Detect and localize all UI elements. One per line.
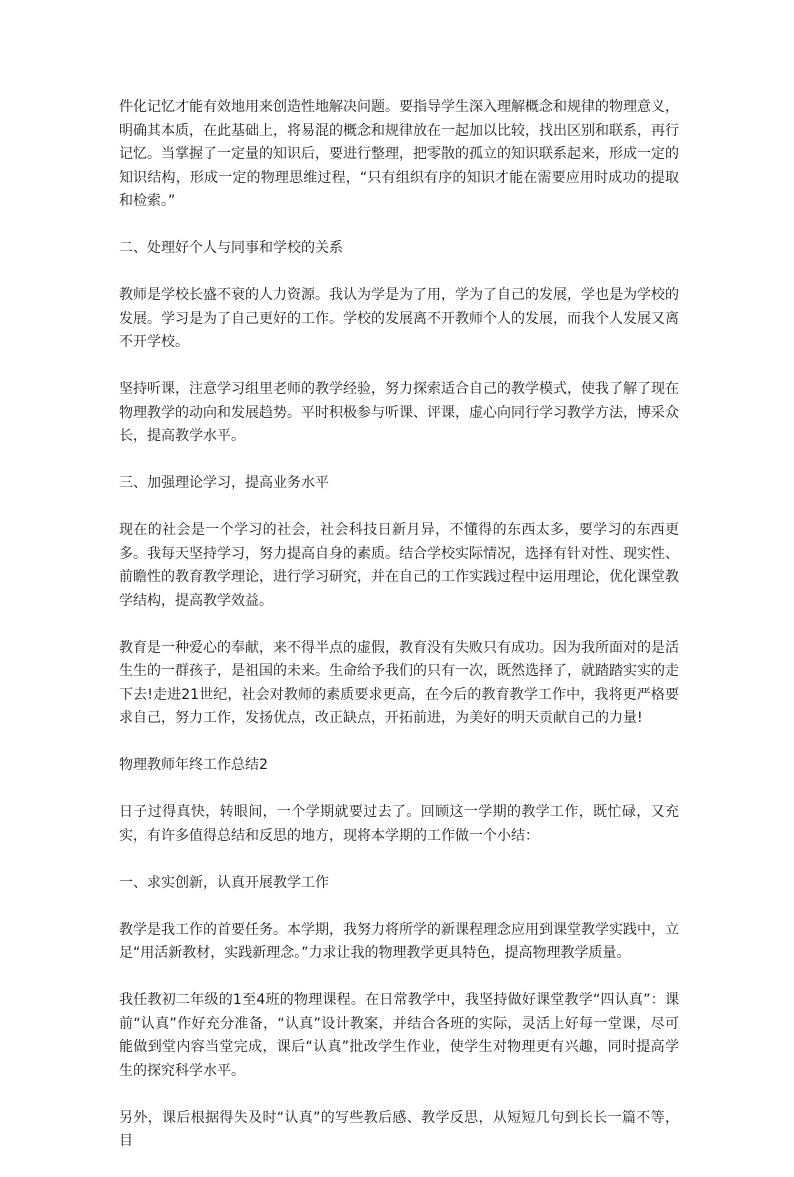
document-title-summary-2: 物理教师年终工作总结2 (119, 757, 268, 773)
paragraph-teaching-reflection: 另外，课后根据得失及时“认真”的写些教后感、教学反思，从短短几句到长长一篇不等，目 (119, 1109, 679, 1149)
paragraph-four-earnest: 我任教初二年级的1至4班的物理课程。在日常教学中，我坚持做好课堂教学“四认真”：课前“认真”作好充分准备，“认真”设计教案，并结合各班的实际，灵活上好每一堂课，尽可能做到堂内容当堂完成，课后“认真”批改学生作业，使学生对物理更有兴趣，同时提高学生的探究科学水平。 (119, 992, 679, 1079)
section-heading-teaching-work: 一、求实创新，认真开展教学工作 (119, 874, 329, 891)
section-heading-theory-study: 三、加强理论学习，提高业务水平 (119, 475, 329, 491)
document-body (119, 96, 679, 1177)
paragraph-lesson-observation: 坚持听课，注意学习组里老师的教学经验，努力探索适合自己的教学模式，使我了解了现在物理教学的动向和发展趋势。平时积极参与听课、评课，虚心向同行学习教学方法，博采众长，提高教学水平。 (119, 381, 679, 444)
paragraph-teacher-resource: 教师是学校长盛不衰的人力资源。我认为学是为了用，学为了自己的发展，学也是为学校的发展。学习是为了自己更好的工作。学校的发展离不开教师个人的发展，而我个人发展又离不开学校。 (119, 287, 679, 350)
paragraph-education-devotion: 教育是一种爱心的奉献，来不得半点的虚假，教育没有失败只有成功。因为我所面对的是活生生的一群孩子，是祖国的未来。生命给予我们的只有一次，既然选择了，就踏踏实实的走下去!走进21世纪，社会对教师的素质要求更高，在今后的教育教学工作中，我将更严格要求自己，努力工作，发扬优点，改正缺点，开拓前进，为美好的明天贡献自己的力量! (119, 639, 679, 726)
paragraph-memory-structure: 件化记忆才能有效地用来创造性地解决问题。要指导学生深入理解概念和规律的物理意义，明确其本质，在此基础上，将易混的概念和规律放在一起加以比较，找出区别和联系，再行记忆。当掌握了一定量的知识后，要进行整理，把零散的孤立的知识联系起来，形成一定的知识结构，形成一定的物理思维过程，“只有组织有序的知识才能在需要应用时成功的提取和检索。” (119, 99, 679, 209)
paragraph-teaching-priority: 教学是我工作的首要任务。本学期，我努力将所学的新课程理念应用到课堂教学实践中，立足“用活新教材，实践新理念。”力求让我的物理教学更具特色，提高物理教学质量。 (119, 921, 679, 961)
paragraph-learning-society: 现在的社会是一个学习的社会，社会科技日新月异，不懂得的东西太多，要学习的东西更多。我每天坚持学习，努力提高自身的素质。结合学校实际情况，选择有针对性、现实性、前瞻性的教育教学理论，进行学习研究，并在自己的工作实践过程中运用理论，优化课堂教学结构，提高教学效益。 (119, 522, 679, 609)
section-heading-relationships: 二、处理好个人与同事和学校的关系 (119, 240, 343, 256)
paragraph-semester-review: 日子过得真快，转眼间，一个学期就要过去了。回顾这一学期的教学工作，既忙碌，又充实，有许多值得总结和反思的地方，现将本学期的工作做一个小结： (119, 804, 679, 844)
